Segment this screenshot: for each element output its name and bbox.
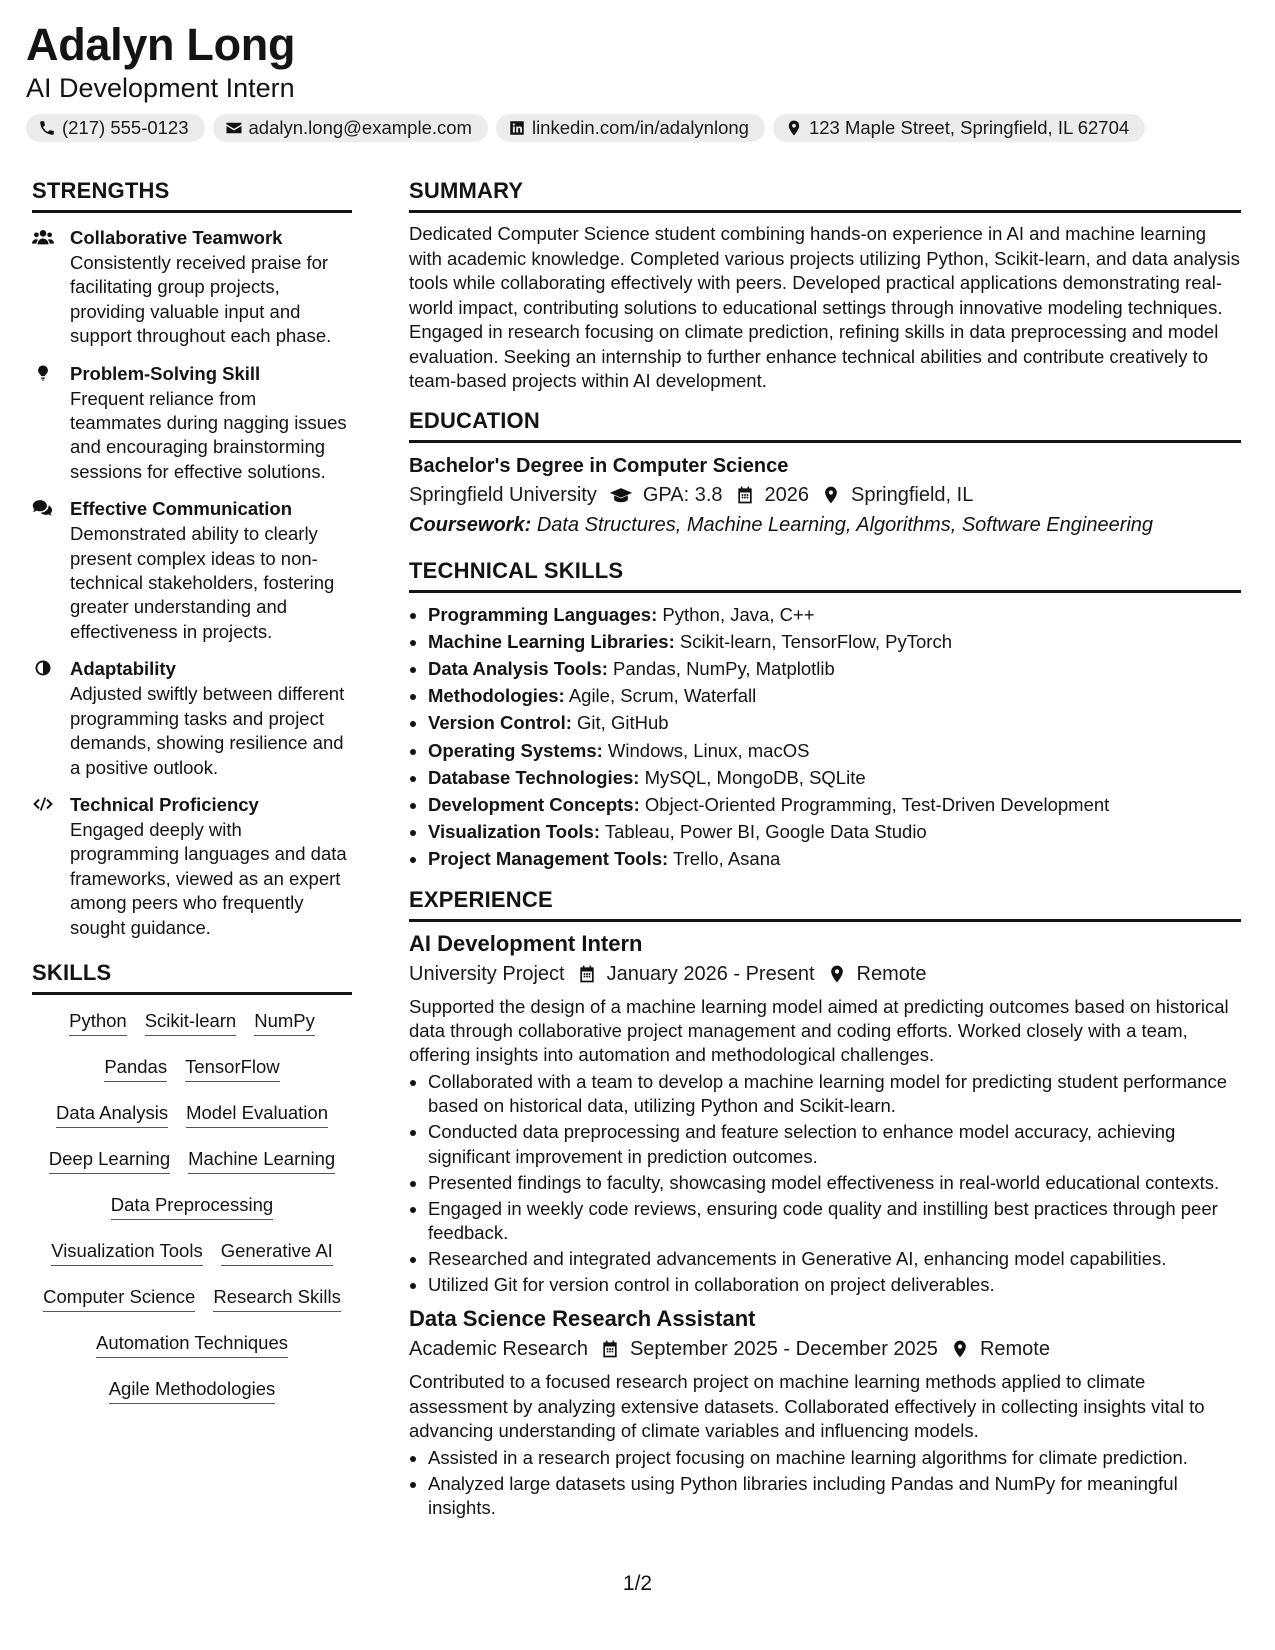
education-degree: Bachelor's Degree in Computer Science <box>409 454 789 477</box>
tech-skill-item <box>428 845 1241 872</box>
skill-tag: Visualization Tools <box>51 1235 203 1266</box>
skill-tag: Model Evaluation <box>186 1097 328 1128</box>
contact-address <box>773 114 1145 142</box>
technical-skills-list <box>409 601 1241 873</box>
education-coursework <box>409 510 1241 540</box>
education-location: Springfield, IL <box>851 483 974 506</box>
left-column <box>32 178 352 1419</box>
job-meta <box>409 959 1241 989</box>
tech-skill-value: Agile, Scrum, Waterfall <box>568 685 757 707</box>
summary-heading: SUMMARY <box>409 178 1241 213</box>
tech-skill-item <box>428 737 1241 764</box>
linkedin-icon <box>508 119 526 137</box>
tech-skill-value: Object-Oriented Programming, Test-Driven Development <box>644 793 1110 815</box>
job-bullets <box>409 1070 1241 1298</box>
strength-title: Adaptability <box>70 658 176 680</box>
lightbulb-icon <box>32 364 54 382</box>
education-gpa: GPA: 3.8 <box>642 483 723 506</box>
contact-email[interactable] <box>213 114 488 142</box>
contact-bar <box>26 114 1145 142</box>
job-bullet: • Researched and integrated advancements in Generative AI, enhancing model capabilities. <box>428 1247 1241 1271</box>
page-number: 1/2 <box>622 1572 653 1595</box>
skill-tag: Pandas <box>104 1051 167 1082</box>
tech-skill-item <box>428 709 1241 736</box>
job-description: Contributed to a focused research project on machine learning methods applied to climate assessment by analyzing extensive datasets. Collaborated effectively in collecting insights vital to advancing understanding of climate variables and influencing models. <box>409 1371 1205 1442</box>
job-bullets <box>409 1446 1241 1521</box>
tech-skill-label: Programming Languages: <box>428 603 658 625</box>
contact-email-text: adalyn.long@example.com <box>248 117 472 138</box>
job-bullet: • Analyzed large datasets using Python libraries including Pandas and NumPy for meaningful insights. <box>428 1472 1241 1521</box>
tech-skill-label: Version Control: <box>428 712 572 734</box>
tech-skill-value: Scikit-learn, TensorFlow, PyTorch <box>679 630 952 652</box>
calendar-icon <box>600 1339 620 1359</box>
strength-desc: Engaged deeply with programming languages and data frameworks, viewed as an expert among peers who frequently sought guidance. <box>70 818 347 938</box>
job-bullet: • Utilized Git for version control in collaboration on project deliverables. <box>428 1273 1241 1297</box>
contact-phone[interactable] <box>26 114 205 142</box>
strengths-list <box>32 225 352 940</box>
tech-skill-item <box>428 601 1241 628</box>
job-title: Data Science Research Assistant <box>409 1306 756 1332</box>
job-entry <box>409 1304 1241 1520</box>
strength-item <box>32 361 352 485</box>
users-icon <box>32 228 54 246</box>
strength-item <box>32 496 352 644</box>
strength-desc: Frequent reliance from teammates during nagging issues and encouraging brainstorming sessions for effective solutions. <box>70 387 347 482</box>
skills-heading: SKILLS <box>32 960 352 995</box>
tech-skill-value: Windows, Linux, macOS <box>607 739 810 761</box>
strengths-heading: STRENGTHS <box>32 178 352 213</box>
job-location: Remote <box>979 1338 1050 1361</box>
strength-title: Collaborative Teamwork <box>70 227 283 248</box>
skill-tag: Automation Techniques <box>96 1327 288 1358</box>
tech-skill-item <box>428 655 1241 682</box>
job-title: AI Development Intern <box>409 930 643 956</box>
job-description: Supported the design of a machine learning model aimed at predicting outcomes based on historical data through collaborative project management and coding efforts. Worked closely with a team, offering insights into automation and methodological challenges. <box>409 995 1229 1066</box>
skill-tag: Generative AI <box>221 1235 333 1266</box>
skill-tag: Python <box>69 1005 127 1036</box>
skills-row <box>36 1097 348 1143</box>
coursework-list: Data Structures, Machine Learning, Algorithms, Software Engineering <box>536 513 1154 536</box>
skills-row <box>36 1189 348 1235</box>
skill-tag: Deep Learning <box>49 1143 170 1174</box>
tech-skill-value: Pandas, NumPy, Matplotlib <box>613 657 835 679</box>
job-dates: January 2026 - Present <box>606 962 815 985</box>
strength-item <box>32 225 352 349</box>
half-circle-icon <box>32 659 54 677</box>
contact-linkedin-text: linkedin.com/in/adalynlong <box>531 117 749 138</box>
tech-skill-item <box>428 628 1241 655</box>
skills-row <box>36 1373 348 1419</box>
strength-title: Problem-Solving Skill <box>70 362 261 384</box>
strength-desc: Demonstrated ability to clearly present complex ideas to non-technical stakeholders, fostering greater understanding and effectiveness in projects. <box>70 523 335 642</box>
tech-skill-label: Visualization Tools: <box>428 821 601 843</box>
skill-tag: Data Analysis <box>56 1097 168 1128</box>
strength-desc: Consistently received praise for facilitating group projects, providing valuable input and support throughout each phase. <box>70 252 332 347</box>
candidate-name: Adalyn Long <box>26 19 296 70</box>
tech-skill-label: Machine Learning Libraries: <box>428 630 675 652</box>
skill-tag: Scikit-learn <box>145 1005 237 1036</box>
skill-tag: NumPy <box>254 1005 315 1036</box>
technical-skills-heading: TECHNICAL SKILLS <box>409 558 1241 593</box>
education-school: Springfield University <box>409 483 597 506</box>
skill-tag: TensorFlow <box>185 1051 280 1082</box>
job-bullet: • Collaborated with a team to develop a machine learning model for predicting student performance based on historical data, utilizing Python and Scikit-learn. <box>428 1070 1241 1119</box>
skills-row <box>36 1143 348 1189</box>
tech-skill-item <box>428 764 1241 791</box>
job-bullet: • Engaged in weekly code reviews, ensuring code quality and instilling best practices through peer feedback. <box>428 1197 1241 1246</box>
tech-skill-item <box>428 818 1241 845</box>
summary-text: Dedicated Computer Science student combining hands-on experience in AI and machine learning with academic knowledge. Completed various projects utilizing Python, Scikit-learn, and data analysis tools while collaborating effectively with peers. Developed practical applications demonstrating real-world impact, contributing solutions to educational settings through innovative modeling techniques. Engaged in research focusing on climate prediction, refining skills in data preprocessing and model evaluation. Seeking an internship to further enhance technical abilities and contribute creatively to team-based projects within AI development. <box>409 223 1240 391</box>
contact-linkedin[interactable] <box>496 114 765 142</box>
skill-tag: Machine Learning <box>188 1143 335 1174</box>
tech-skill-value: Trello, Asana <box>673 848 781 870</box>
skills-tag-list <box>32 1005 352 1419</box>
contact-phone-text: (217) 555-0123 <box>62 117 189 138</box>
calendar-icon <box>735 485 755 505</box>
job-dates: September 2025 - December 2025 <box>629 1338 938 1361</box>
skills-row <box>36 1235 348 1281</box>
skill-tag: Computer Science <box>43 1281 195 1312</box>
strength-desc: Adjusted swiftly between different programming tasks and project demands, showing resilience and a positive outlook. <box>70 683 345 778</box>
skills-row <box>36 1327 348 1373</box>
phone-icon <box>38 119 56 137</box>
tech-skill-value: MySQL, MongoDB, SQLite <box>644 766 866 788</box>
strength-title: Effective Communication <box>70 498 293 520</box>
envelope-icon <box>225 119 243 137</box>
job-bullet: • Assisted in a research project focusing on machine learning algorithms for climate prediction. <box>428 1446 1241 1470</box>
job-org: University Project <box>409 962 565 985</box>
job-meta <box>409 1334 1241 1364</box>
coursework-label: Coursework: <box>409 513 532 536</box>
experience-heading: EXPERIENCE <box>409 887 1241 922</box>
tech-skill-value: Git, GitHub <box>577 712 669 734</box>
map-pin-icon <box>821 485 841 505</box>
map-pin-icon <box>785 119 803 137</box>
skill-tag: Research Skills <box>213 1281 341 1312</box>
tech-skill-value: Tableau, Power BI, Google Data Studio <box>604 821 927 843</box>
tech-skill-label: Data Analysis Tools: <box>428 657 608 679</box>
strength-item <box>32 792 352 940</box>
tech-skill-value: Python, Java, C++ <box>662 603 815 625</box>
job-org: Academic Research <box>409 1338 588 1361</box>
job-bullet: • Conducted data preprocessing and feature selection to enhance model accuracy, achieving significant improvement in prediction outcomes. <box>428 1120 1241 1169</box>
tech-skill-label: Project Management Tools: <box>428 848 669 870</box>
job-location: Remote <box>856 962 927 985</box>
tech-skill-label: Operating Systems: <box>428 739 603 761</box>
skill-tag: Agile Methodologies <box>109 1373 276 1404</box>
code-icon <box>32 795 54 813</box>
strength-item <box>32 656 352 780</box>
job-bullet: • Presented findings to faculty, showcasing model effectiveness in real-world educational contexts. <box>428 1171 1241 1195</box>
comments-icon <box>32 499 54 517</box>
skills-row <box>36 1005 348 1051</box>
tech-skill-label: Development Concepts: <box>428 793 640 815</box>
skills-row <box>36 1281 348 1327</box>
skill-tag: Data Preprocessing <box>111 1189 273 1220</box>
right-column <box>409 178 1241 1522</box>
tech-skill-item <box>428 682 1241 709</box>
education-year: 2026 <box>764 483 810 506</box>
contact-address-text: 123 Maple Street, Springfield, IL 62704 <box>808 117 1130 138</box>
candidate-headline: AI Development Intern <box>26 73 295 103</box>
education-meta <box>409 480 1241 510</box>
calendar-icon <box>577 964 597 984</box>
map-pin-icon <box>827 964 847 984</box>
education-heading: EDUCATION <box>409 408 1241 443</box>
tech-skill-label: Methodologies: <box>428 685 565 707</box>
map-pin-icon <box>950 1339 970 1359</box>
tech-skill-label: Database Technologies: <box>428 766 640 788</box>
graduation-cap-icon <box>609 485 633 505</box>
skills-row <box>36 1051 348 1097</box>
strength-title: Technical Proficiency <box>70 793 259 815</box>
job-entry <box>409 929 1241 1298</box>
tech-skill-item <box>428 791 1241 818</box>
